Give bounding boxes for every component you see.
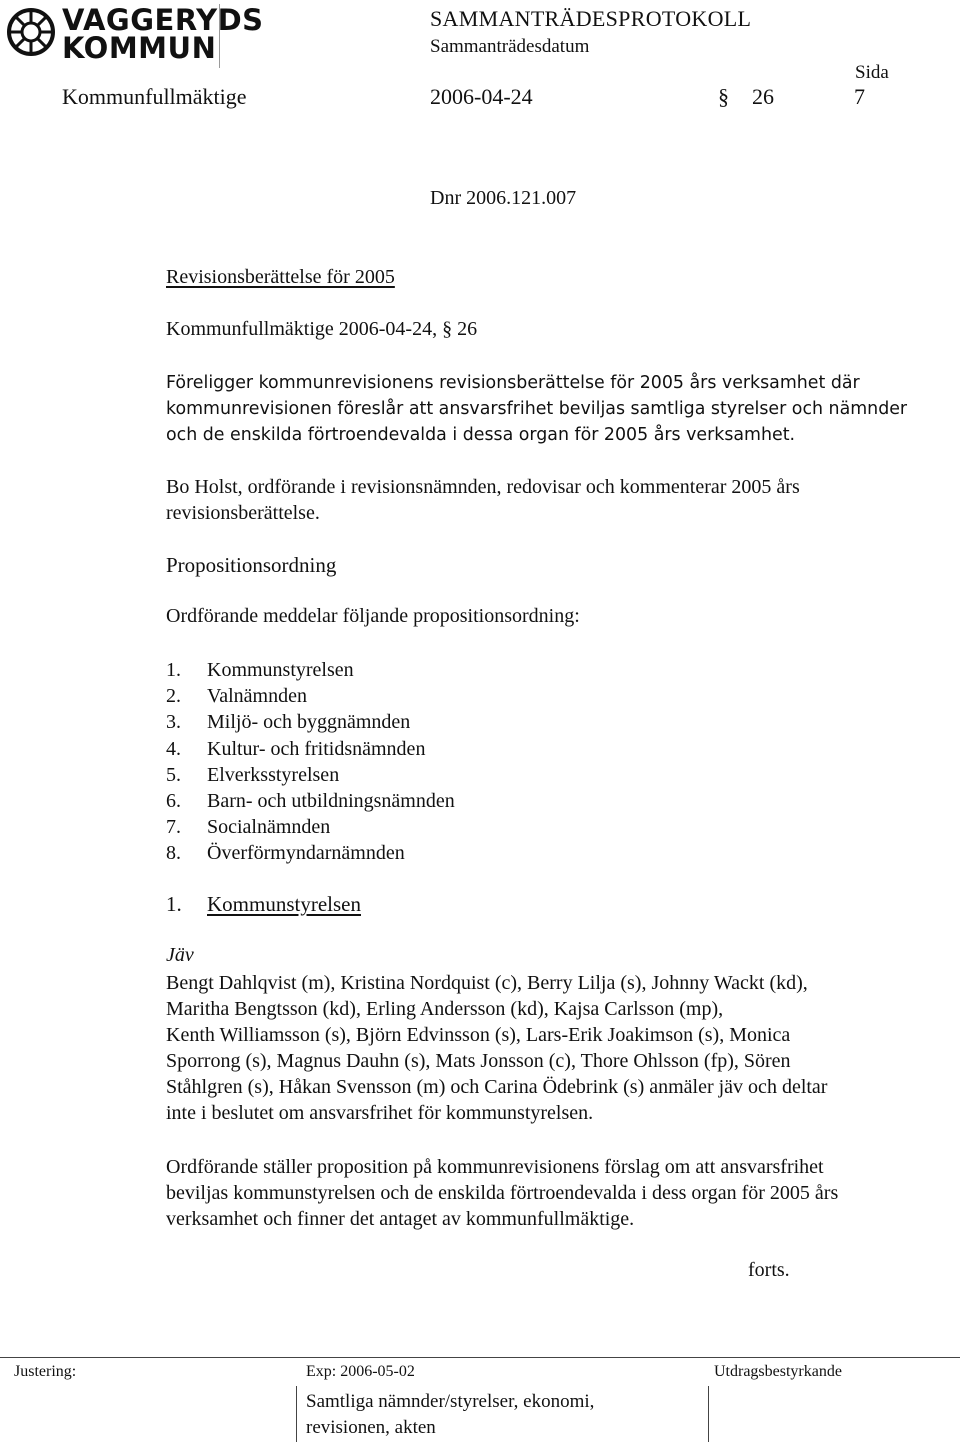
distribution-line: Samtliga nämnder/styrelser, ekonomi, <box>306 1391 595 1412</box>
document-type: SAMMANTRÄDESPROTOKOLL <box>430 6 752 31</box>
logo-divider <box>219 4 220 68</box>
list-item: 5. Elverksstyrelsen <box>166 763 340 786</box>
proposition-intro: Ordförande meddelar följande propositionsordning: <box>166 605 580 627</box>
intro-line: och de enskilda förtroendevalda i dessa organ för 2005 års verksamhet. <box>166 425 796 445</box>
list-item: 3. Miljö- och byggnämnden <box>166 711 411 734</box>
conflict-heading: Jäv <box>166 944 194 966</box>
diary-number: Dnr 2006.121.007 <box>430 187 577 209</box>
decision-paragraph <box>166 1154 838 1232</box>
conflict-line: Ståhlgren (s), Håkan Svensson (m) och Carina Ödebrink (s) anmäler jäv och deltar <box>166 1076 828 1098</box>
decision-line: beviljas kommunstyrelsen och de enskilda förtroendevalda i dess organ för 2005 års <box>166 1182 839 1204</box>
date-label: Sammanträdesdatum <box>430 36 590 57</box>
assembly-name: Kommunfullmäktige <box>62 84 247 109</box>
conflict-paragraph <box>166 970 827 1126</box>
list-item: 7. Socialnämnden <box>166 816 331 839</box>
distribution-list <box>306 1389 594 1441</box>
section-number: 26 <box>752 84 774 109</box>
section-1-heading: 1. Kommunstyrelsen <box>166 892 361 916</box>
distribution-line: revisionen, akten <box>306 1417 436 1438</box>
conflict-line: Maritha Bengtsson (kd), Erling Andersson (kd), Kajsa Carlsson (mp), <box>166 998 724 1020</box>
continued-marker: forts. <box>748 1259 790 1281</box>
list-item: 4. Kultur- och fritidsnämnden <box>166 737 426 760</box>
conflict-line: Kenth Williamsson (s), Björn Edvinsson (s), Lars-Erik Joakimson (s), Monica <box>166 1024 791 1046</box>
expedition-label: Exp: 2006-05-02 <box>306 1363 415 1380</box>
list-item: 1. Kommunstyrelsen <box>166 659 354 681</box>
logo-emblem-icon <box>6 7 56 57</box>
page-number: 7 <box>854 84 865 109</box>
list-item: 6. Barn- och utbildningsnämnden <box>166 789 455 812</box>
conflict-line: Sporrong (s), Magnus Dauhn (s), Mats Jonsson (c), Thore Ohlsson (fp), Sören <box>166 1050 791 1072</box>
section-symbol: § <box>718 84 729 109</box>
conflict-line: Bengt Dahlqvist (m), Kristina Nordquist (c), Berry Lilja (s), Johnny Wackt (kd), <box>166 972 808 994</box>
decision-line: verksamhet och finner det antaget av kommunfullmäktige. <box>166 1208 635 1230</box>
logo-text-line2: KOMMUN <box>62 31 217 65</box>
proposition-list <box>166 657 455 867</box>
extract-certification-label: Utdragsbestyrkande <box>714 1363 842 1380</box>
proposition-heading: Propositionsordning <box>166 553 337 577</box>
page-label: Sida <box>855 62 889 83</box>
list-item: 2. Valnämnden <box>166 685 307 708</box>
list-item: 8. Överförmyndarnämnden <box>166 842 405 865</box>
meeting-reference: Kommunfullmäktige 2006-04-24, § 26 <box>166 318 478 340</box>
presentation-line: revisionsberättelse. <box>166 502 320 524</box>
logo-text-line1: VAGGERYDS <box>62 3 264 37</box>
intro-paragraph <box>166 370 907 448</box>
footer-divider-right <box>708 1386 709 1442</box>
footer-rule <box>0 1357 960 1358</box>
justering-label: Justering: <box>14 1363 77 1380</box>
municipality-logo <box>4 3 264 68</box>
meeting-date: 2006-04-24 <box>430 84 533 109</box>
document-title: Revisionsberättelse för 2005 <box>166 266 395 288</box>
intro-line: kommunrevisionen föreslår att ansvarsfrihet beviljas samtliga styrelser och nämnder <box>166 399 908 419</box>
decision-line: Ordförande ställer proposition på kommunrevisionens förslag om att ansvarsfrihet <box>166 1156 824 1178</box>
conflict-line: inte i beslutet om ansvarsfrihet för kommunstyrelsen. <box>166 1102 594 1124</box>
footer-divider-left <box>296 1386 297 1442</box>
presentation-line: Bo Holst, ordförande i revisionsnämnden, redovisar och kommenterar 2005 års <box>166 476 800 498</box>
intro-line: Föreligger kommunrevisionens revisionsberättelse för 2005 års verksamhet där <box>166 373 860 393</box>
presentation-paragraph <box>166 474 800 526</box>
